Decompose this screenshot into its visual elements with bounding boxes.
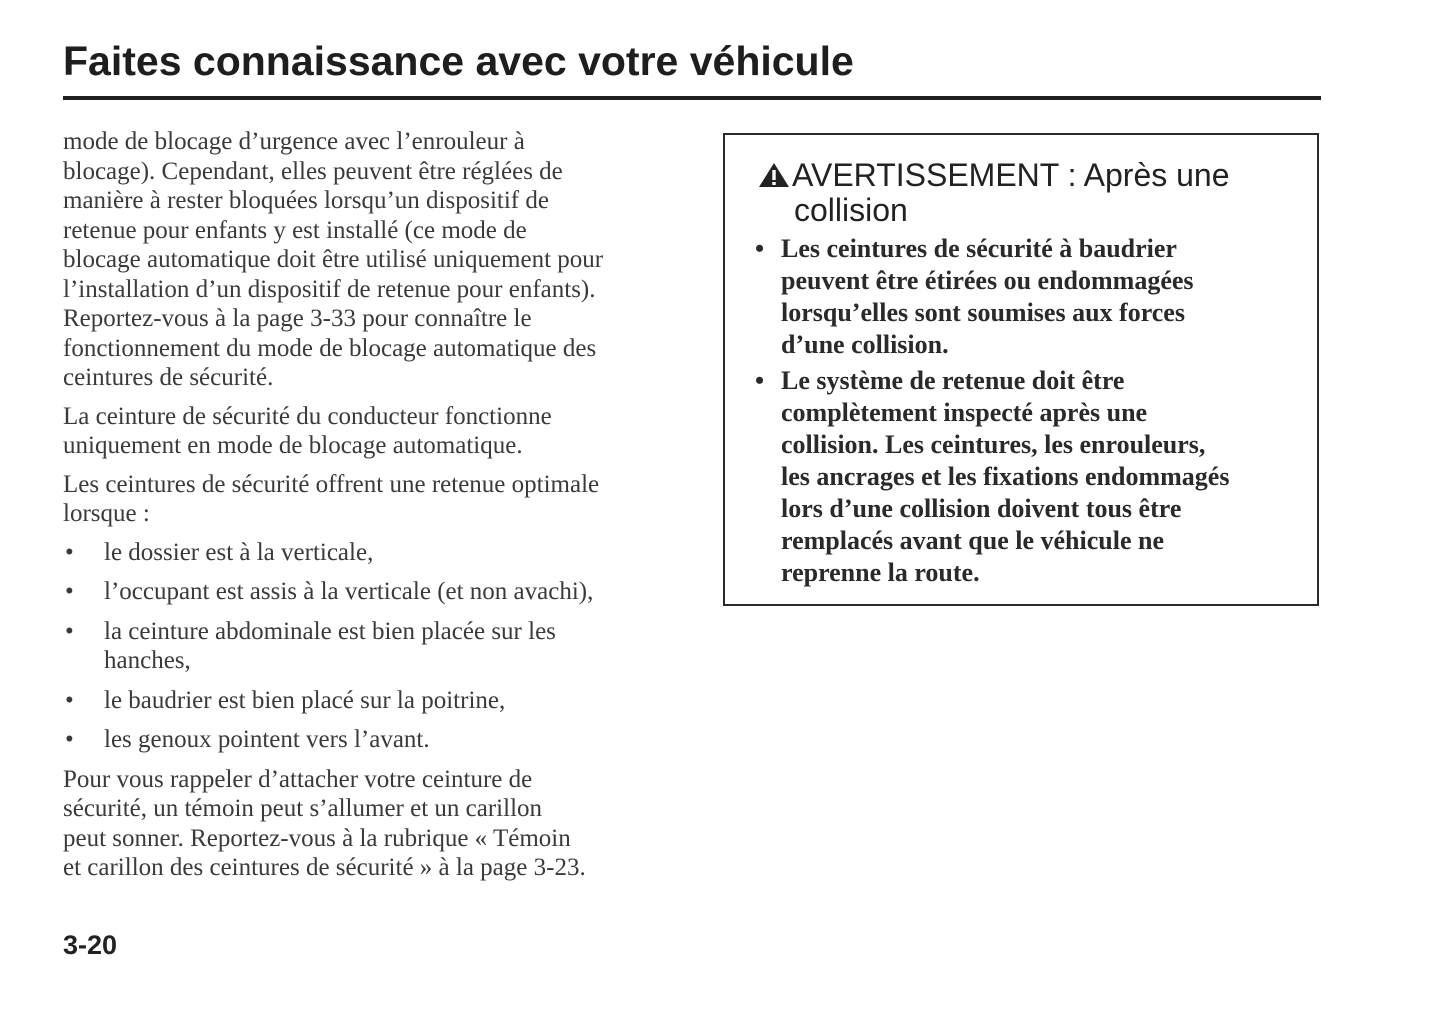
list-item-text: le dossier est à la verticale, xyxy=(104,538,374,566)
bullet-icon: • xyxy=(65,578,74,605)
warning-box xyxy=(723,133,1319,606)
bullet-icon: • xyxy=(755,366,765,395)
page-number: 3-20 xyxy=(63,930,118,960)
list-item-text: l’occupant est assis à la verticale (et non avachi), xyxy=(104,578,594,605)
paragraph: Les ceintures de sécurité offrent une retenue optimale lorsque : xyxy=(63,470,600,527)
left-column xyxy=(63,127,683,892)
warning-triangle-icon xyxy=(758,161,790,194)
bullet-icon: • xyxy=(65,726,74,753)
paragraph: La ceinture de sécurité du conducteur fonctionne uniquement en mode de blocage automatique. xyxy=(63,402,552,459)
list-item-text: Les ceintures de sécurité à baudrier peuvent être étirées ou endommagées lorsqu’elles sont soumises aux forces d’une collision. xyxy=(781,234,1194,359)
list-item xyxy=(63,617,683,676)
list-item-text: Le système de retenue doit être complètement inspecté après une collision. Les ceintures, les enrouleurs, les ancrages et les fixations endommagés lors d’une collision doivent tous être remplacés avant que le véhicule ne reprenne la route. xyxy=(781,366,1230,587)
list-item-text: les genoux pointent vers l’avant. xyxy=(104,726,430,753)
bullet-icon: • xyxy=(65,617,74,645)
list-item xyxy=(63,577,683,607)
list-item xyxy=(63,538,683,568)
header-rule xyxy=(63,96,1321,100)
warning-title-line2: collision xyxy=(794,192,908,228)
paragraph: mode de blocage d’urgence avec l’enrouleur à blocage). Cependant, elles peuvent être réglées de manière à rester bloquées lorsqu’un dispositif de retenue pour enfants y est installé (ce mode de blocage automatique doit être utilisé uniquement pour l’installation d’un dispositif de retenue pour enfants). Reportez-vous à la page 3-33 pour connaître le fonctionnement du mode de blocage automatique des ceintures de sécurité. xyxy=(63,128,604,391)
paragraph: Pour vous rappeler d’attacher votre ceinture de sécurité, un témoin peut s’allumer et un carillon peut sonner. Reportez-vous à la rubrique « Témoin et carillon des ceintures de sécurité » à la page 3-23. xyxy=(63,765,586,881)
warning-title-line1: AVERTISSEMENT : Après une xyxy=(792,157,1230,193)
list-item-text: la ceinture abdominale est bien placée sur les hanches, xyxy=(104,617,556,674)
list-item xyxy=(63,725,683,755)
bullet-icon: • xyxy=(65,538,74,566)
warning-title xyxy=(758,159,1317,227)
page-title: Faites connaissance avec votre véhicule xyxy=(63,38,854,84)
bullet-icon: • xyxy=(755,234,765,263)
warning-list xyxy=(725,233,1317,589)
list-item xyxy=(725,365,1317,589)
list-item-text: le baudrier est bien placé sur la poitrine, xyxy=(104,686,506,714)
list-item xyxy=(63,686,683,716)
bullet-icon: • xyxy=(65,686,74,714)
list-item xyxy=(725,233,1317,361)
bullet-list xyxy=(63,538,683,755)
